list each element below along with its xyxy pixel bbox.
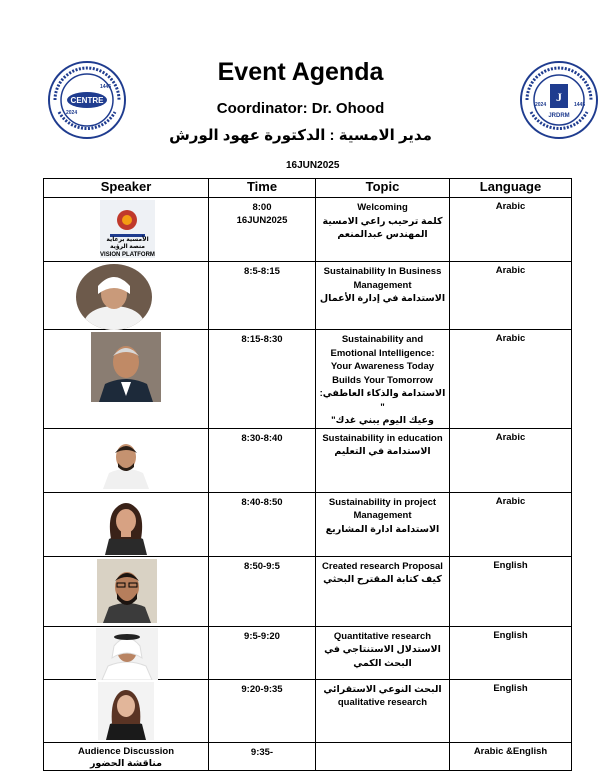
table-row (44, 262, 572, 330)
agenda-table (43, 178, 572, 771)
table-row (44, 556, 572, 626)
topic-cell (316, 742, 450, 770)
speaker-photo (97, 495, 155, 555)
language-cell: English (450, 626, 572, 679)
time-cell: 8:15-8:30 (209, 330, 316, 429)
time-cell: 9:20-9:35 (209, 679, 316, 742)
audience-discussion-label-arabic: مناقشة الحضور (89, 757, 163, 769)
speaker-cell (44, 492, 209, 556)
speaker-photo (91, 332, 161, 402)
time-cell: 9:35- (209, 742, 316, 770)
time-cell: 8:40-8:50 (209, 492, 316, 556)
speaker-photo (98, 682, 154, 740)
time-cell: 8:5-8:15 (209, 262, 316, 330)
table-row (44, 198, 572, 262)
topic-cell: Sustainability in project Management الاستدامة ادارة المشاريع (316, 492, 450, 556)
speaker-cell (44, 262, 209, 330)
language-cell: English (450, 679, 572, 742)
svg-text:1445: 1445 (574, 102, 586, 108)
table-row (44, 626, 572, 679)
table-header-row (44, 179, 572, 198)
event-date: 16JUN2025 (286, 160, 340, 171)
svg-text:J: J (556, 90, 562, 104)
svg-text:JRDRM: JRDRM (548, 113, 570, 119)
coordinator-line-arabic: مدير الامسية : الدكتورة عهود الورش (169, 127, 432, 144)
speaker-photo (76, 264, 152, 330)
vision-platform-logo: الأمسية برعاية منصة الرؤية VISION PLATFORM (100, 200, 155, 258)
table-row (44, 742, 572, 770)
topic-cell: البحث النوعي الاستقرائي qualitative research (316, 679, 450, 742)
speaker-cell (44, 556, 209, 626)
speaker-cell (44, 330, 209, 429)
column-header-speaker: Speaker (44, 179, 209, 198)
language-cell: Arabic (450, 330, 572, 429)
audience-discussion-label: Audience Discussion (77, 745, 175, 757)
language-cell: Arabic &English (450, 742, 572, 770)
speaker-cell (44, 198, 209, 262)
language-cell: Arabic (450, 262, 572, 330)
language-cell: Arabic (450, 492, 572, 556)
speaker-photo (97, 559, 157, 623)
time-cell: 8:30-8:40 (209, 428, 316, 492)
page-title: Event Agenda (217, 58, 384, 86)
language-cell: Arabic (450, 428, 572, 492)
topic-cell: Quantitative research الاستدلال الاستنتاجي في البحث الكمي (316, 626, 450, 679)
svg-text:2024: 2024 (66, 110, 78, 116)
topic-cell: Created research Proposal كيف كتابة المقترح البحثي (316, 556, 450, 626)
time-cell: 9:5-9:20 (209, 626, 316, 679)
svg-text:2024: 2024 (535, 102, 547, 108)
topic-cell: Sustainability in education الاستدامة في التعليم (316, 428, 450, 492)
speaker-photo (96, 628, 158, 680)
column-header-topic: Topic (316, 179, 450, 198)
speaker-cell (44, 679, 209, 742)
topic-cell: Sustainability and Emotional Intelligence: Your Awareness Today Builds Your Tomorrow الاستدامة والذكاء العاطفي: " وعيك اليوم يبني غدك" (316, 330, 450, 429)
time-cell: 8:50-9:5 (209, 556, 316, 626)
topic-cell: Sustainability In Business Management الاستدامة في إدارة الأعمال (316, 262, 450, 330)
speaker-photo (99, 433, 153, 489)
svg-text:CENTRE: CENTRE (70, 96, 104, 105)
svg-text:1445: 1445 (100, 84, 112, 90)
column-header-time: Time (209, 179, 316, 198)
table-row (44, 492, 572, 556)
table-row (44, 428, 572, 492)
speaker-cell (44, 742, 209, 770)
table-row (44, 679, 572, 742)
topic-cell: Welcoming كلمة ترحيب راعي الامسية المهندس عبدالمنعم (316, 198, 450, 262)
language-cell: English (450, 556, 572, 626)
speaker-cell (44, 626, 209, 679)
table-row (44, 330, 572, 429)
time-cell: 8:00 16JUN2025 (209, 198, 316, 262)
coordinator-line: Coordinator: Dr. Ohood (216, 100, 385, 117)
language-cell: Arabic (450, 198, 572, 262)
speaker-cell (44, 428, 209, 492)
column-header-language: Language (450, 179, 572, 198)
